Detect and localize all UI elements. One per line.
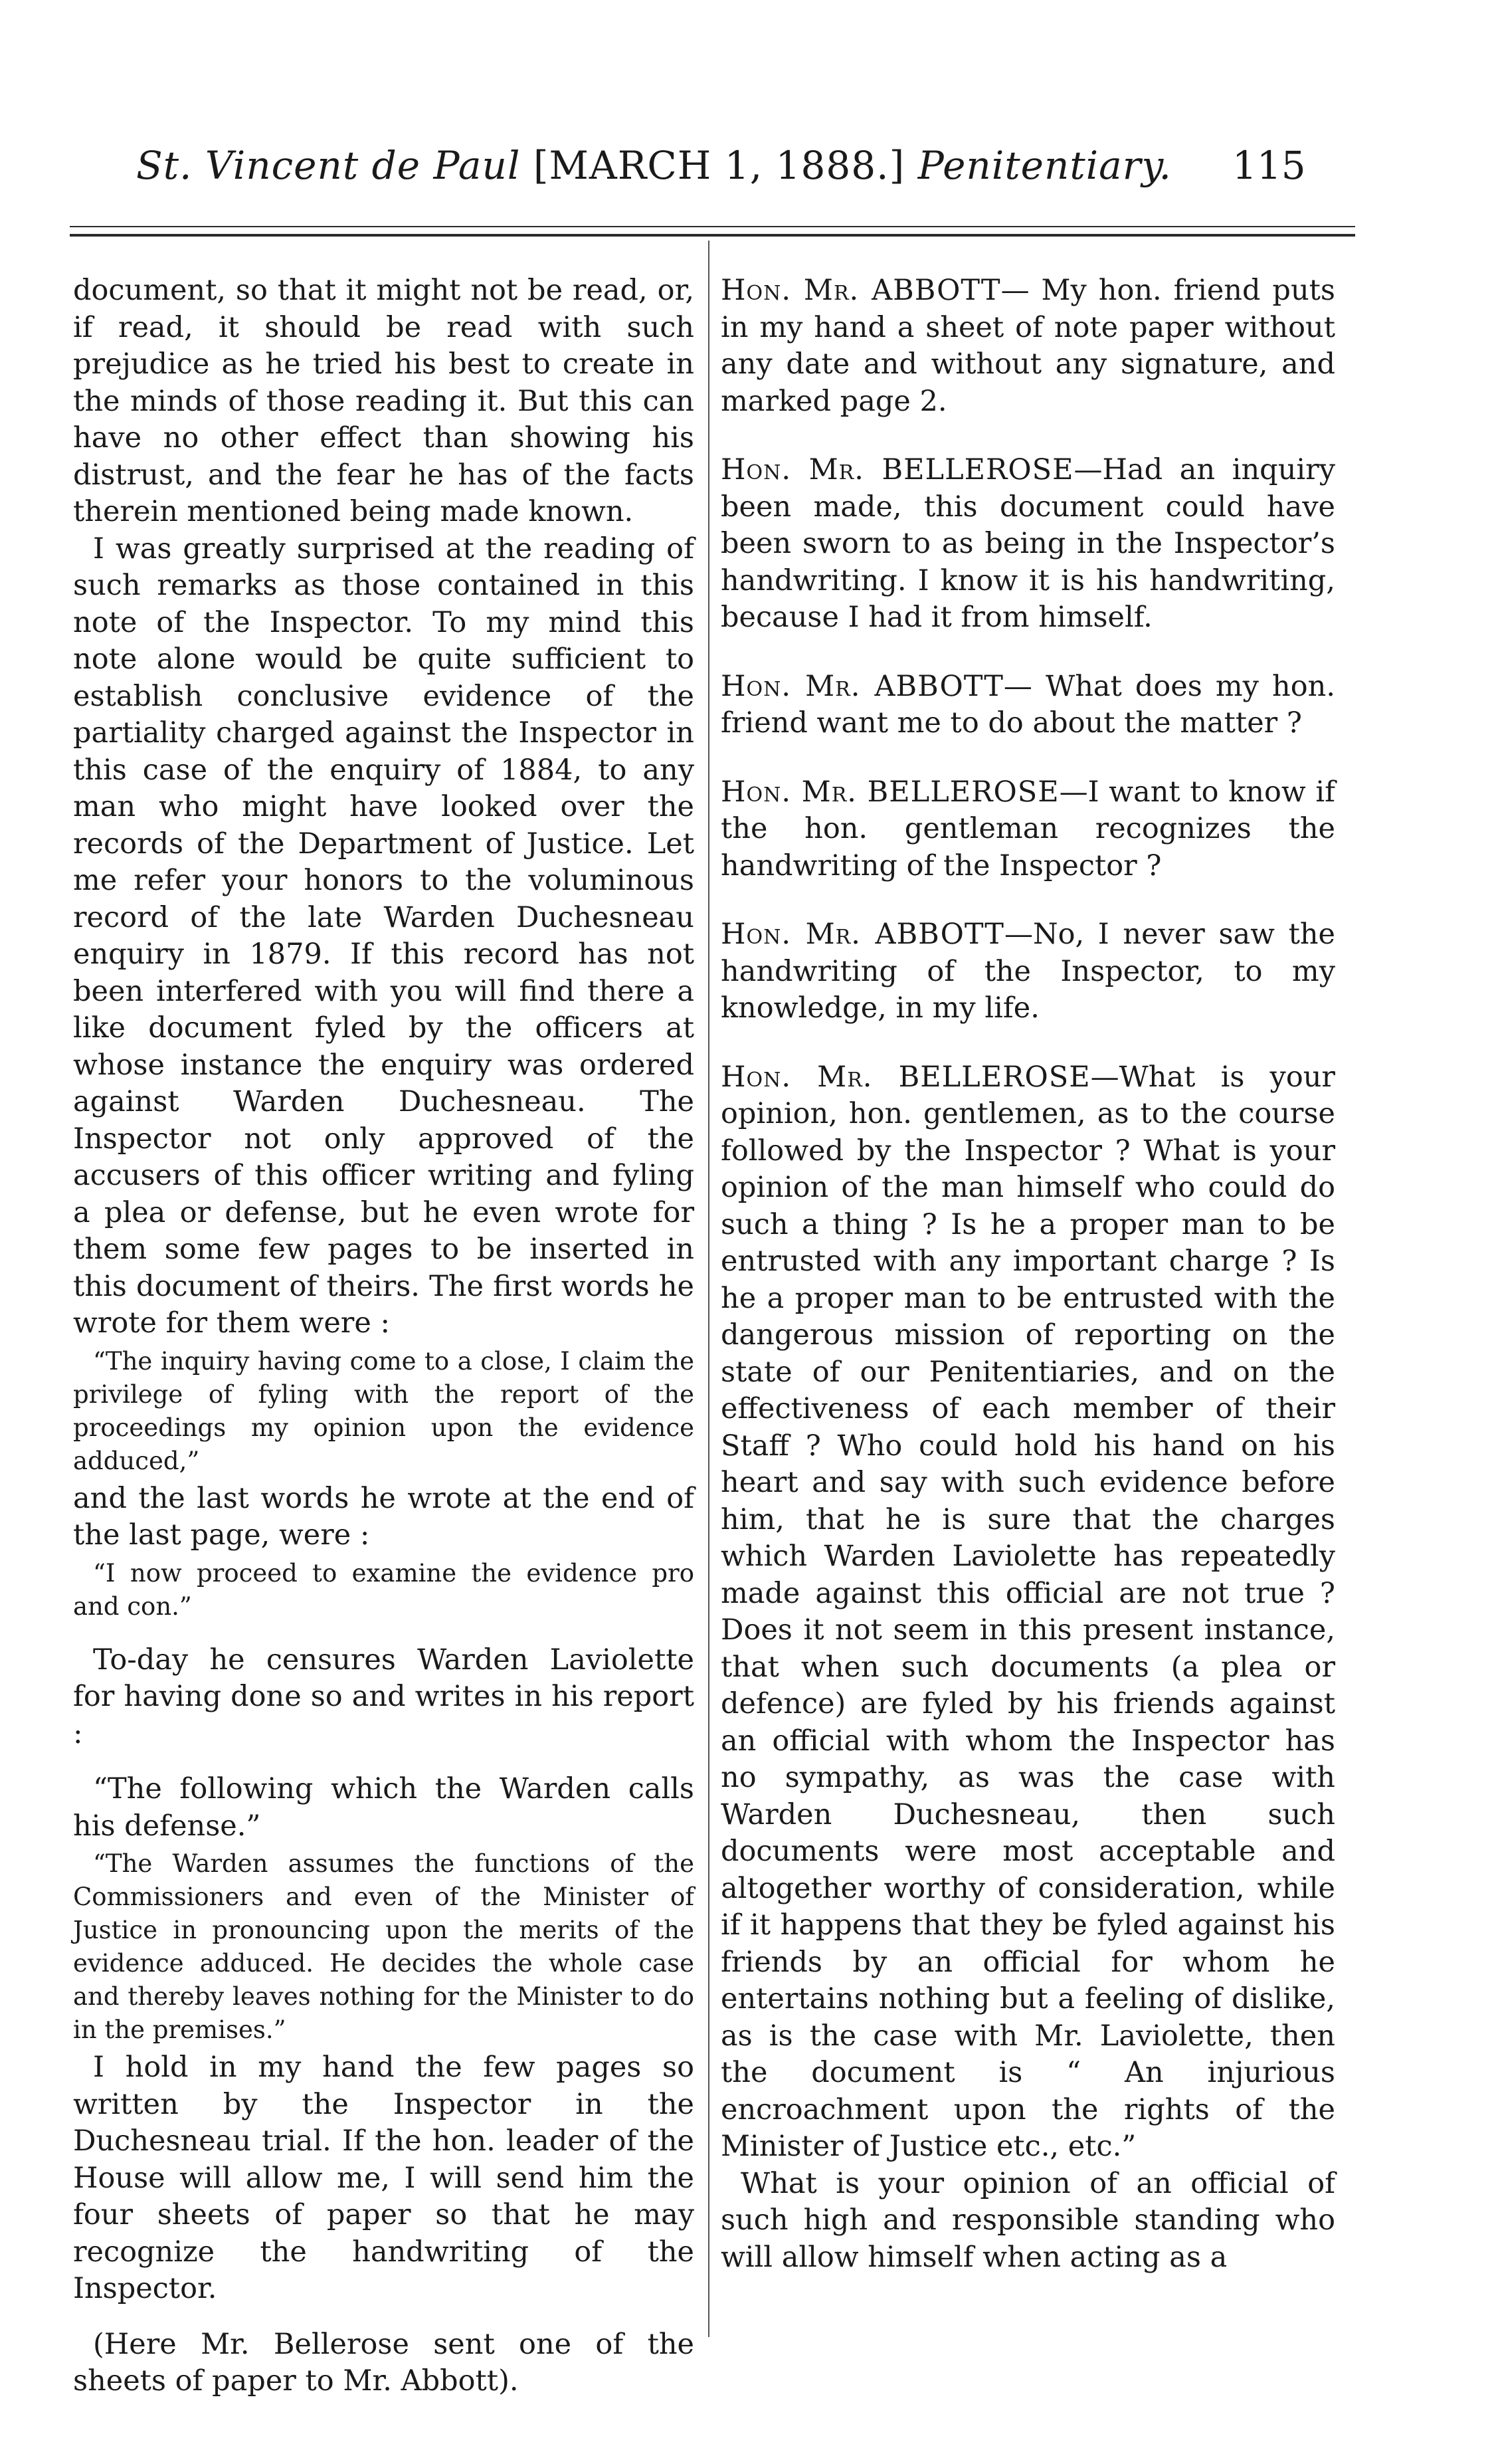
speech-paragraph (721, 1059, 1335, 2166)
speaker-name: Hon. Mr. BELLEROSE (721, 775, 1060, 809)
header-rule-thin (70, 226, 1355, 227)
paragraph: I was greatly surprised at the reading of such remarks as those contained in this note of the Inspector. To my mind this note alone would be quite sufficient to establish conclusive evidence of the partiality charged against the Inspector in this case of the enquiry of 1884, to any man who might have looked over the records of the Department of Justice. Let me refer your honors to the voluminous record of the late Warden Duchesneau enquiry in 1879. If this record has not been interfered with you will find there a like document fyled by the officers at whose instance the enquiry was ordered against Warden Duchesneau. The Inspector not only approved of the accusers of this officer writing and fyling a plea or defense, but he even wrote for them some few pages to be inserted in this document of theirs. The first words he wrote for them were : (73, 532, 694, 1340)
speech-paragraph (721, 668, 1335, 742)
speaker-name: Hon. Mr. ABBOTT (721, 274, 1001, 307)
page-number: 115 (1232, 143, 1306, 188)
header-right-title: Penitentiary. (917, 143, 1172, 188)
speech-paragraph (721, 916, 1335, 1027)
running-title (136, 143, 1186, 188)
speech-paragraph (721, 774, 1335, 885)
speaker-name: Hon. Mr. ABBOTT (721, 669, 1004, 703)
paragraph: To-day he censures Warden Laviolette for having done so and writes in his report : (73, 1643, 694, 1750)
speaker-name: Hon. Mr. BELLEROSE (721, 453, 1074, 486)
speech-paragraph (721, 452, 1335, 637)
header-left-title: St. Vincent de Paul (136, 143, 521, 188)
paragraph: I hold in my hand the few pages so written by the Inspector in the Duchesneau trial. If the hon. leader of the House will allow me, I will send him the four sheets of paper so that he may recognize the handwriting of the Inspector. (73, 2051, 694, 2305)
running-head (0, 143, 1492, 196)
speech-text: — My hon. friend puts in my hand a sheet of note paper without any date and without any signature, and marked page 2. (721, 274, 1335, 418)
block-quote: “The Warden assumes the functions of the Commissioners and even of the Minister of Justice in pronouncing upon the merits of the evidence adduced. He decides the whole case and thereby leaves nothing for the Minister to do in the premises.” (73, 1849, 694, 2044)
speech-text: —No, I never saw the handwriting of the Inspector, to my knowledge, in my life. (721, 918, 1335, 1025)
speech-text: —Had an inquiry been made, this document could have been sworn to as being in the Inspector’s handwriting. I know it is his handwriting, because I had it from himself. (721, 453, 1335, 634)
left-column (73, 272, 694, 2400)
right-column (721, 272, 1335, 2276)
paragraph: “The following which the Warden calls his defense.” (73, 1772, 694, 1843)
block-quote: “I now proceed to examine the evidence pro and con.” (73, 1558, 694, 1621)
header-rule-thick (70, 234, 1355, 237)
paragraph: (Here Mr. Bellerose sent one of the sheets of paper to Mr. Abbott). (73, 2327, 694, 2398)
speech-text: —I want to know if the hon. gentleman recognizes the handwriting of the Inspector ? (721, 775, 1335, 882)
paragraph: and the last words he wrote at the end of the last page, were : (73, 1481, 694, 1552)
speech-paragraph (721, 272, 1335, 420)
speech-text: — What does my hon. friend want me to do about the matter ? (721, 669, 1335, 740)
speaker-name: Hon. Mr. BELLEROSE (721, 1060, 1091, 1094)
speech-text: —What is your opinion, hon. gentlemen, as to the course followed by the Inspector ? What is your opinion of the man himself who could do such a thing ? Is he a proper man to be entrusted with any important charge ? Is he a proper man to be entrusted with the dangerous mission of reporting on the state of our Penitentiaries, and on the effectiveness of each member of their Staff ? Who could hold his hand on his heart and say with such evidence before him, that he is sure that the charges which Warden Laviolette has repeatedly made against this official are not true ? Does it not seem in this present instance, that when such documents (a plea or defence) are fyled by his friends against an official with whom the Inspector has no sympathy, as was the case with Warden Duchesneau, then such documents were most acceptable and altogether worthy of consideration, while if it happens that they be fyled against his friends by an official for whom he entertains nothing but a feeling of dislike, as is the case with Mr. Laviolette, then the document is “ An injurious encroachment upon the rights of the Minister of Justice etc., etc.” (721, 1060, 1335, 2163)
paragraph: document, so that it might not be read, or, if read, it should be read with such prejudice as he tried his best to create in the minds of those reading it. But this can have no other effect than showing his distrust, and the fear he has of the facts therein mentioned being made known. (73, 274, 694, 528)
header-date: [MARCH 1, 1888.] (533, 143, 905, 188)
column-divider (708, 241, 709, 2337)
paragraph: What is your opinion of an official of such high and responsible standing who will allow himself when acting as a (721, 2166, 1335, 2274)
block-quote: “The inquiry having come to a close, I claim the privilege of fyling with the report of the proceedings my opinion upon the evidence adduced,” (73, 1346, 694, 1475)
speaker-name: Hon. Mr. ABBOTT (721, 918, 1004, 951)
